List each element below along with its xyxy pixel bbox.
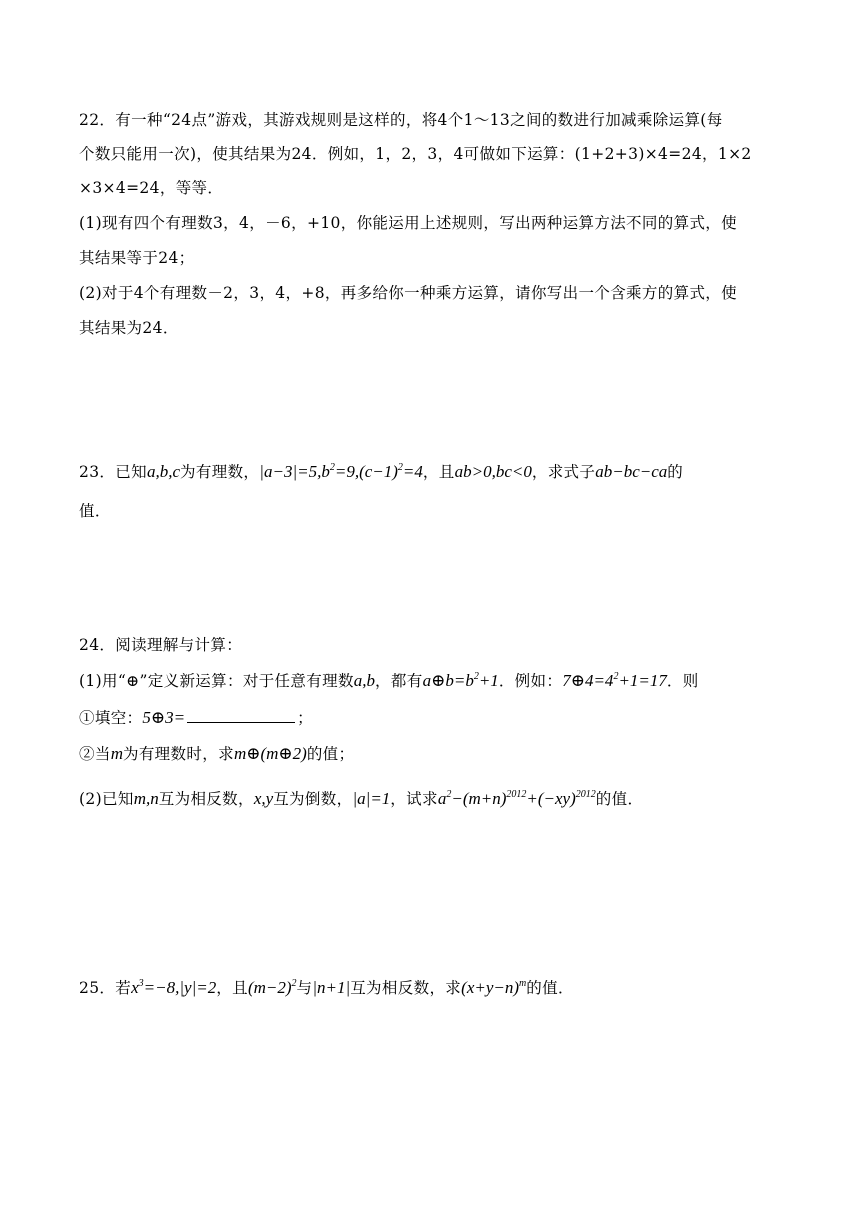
q22-part2-line-1: (2)对于4个有理数－2，3，4，+8，再多给你一种乘方运算，请你写出一个含乘方的算式，使 bbox=[79, 284, 738, 302]
q22-part2-line-2: 其结果为24． bbox=[79, 319, 179, 337]
q23-vars: a,b,c bbox=[146, 462, 181, 481]
q25-line: 25．若$x^3=-8,|y|=2$，且$(m-2)^2$与|n+1|互为相反数，求$(x+y-n)^m$的值． bbox=[79, 978, 574, 997]
q25-cond-1: $x^3=-8,|y|=2$ bbox=[131, 978, 217, 997]
q22-line-1: 22．有一种“24点”游戏，其游戏规则是这样的，将4个1～13之间的数进行加减乘除运算(每 bbox=[79, 111, 723, 129]
q22-line-2: 个数只能用一次)，使其结果为24．例如，1，2，3，4可做如下运算：(1+2+3)×4=24，1×2 bbox=[79, 145, 752, 163]
q23-text-2: ，且 bbox=[422, 463, 455, 481]
q24-example: $7\oplus 4=4^2+1=17$ bbox=[562, 671, 667, 690]
q24-expression: $a^2-(m+n)^{2012}+(-xy)^{2012}$ bbox=[437, 789, 596, 808]
q24-part2-line: (2)已知m,n互为相反数，x,y互为倒数，|a|=1，试求$a^2-(m+n)^{2012}+(-xy)^{2012}$的值． bbox=[79, 789, 644, 808]
q23-text-4: 的 bbox=[667, 463, 684, 481]
q24-part1-line: (1)用“⊕”定义新运算：对于任意有理数a,b，都有$a\oplus b=b^2+1$．例如：$7\oplus 4=4^2+1=17$．则 bbox=[79, 671, 699, 690]
q23-line-2: 值． bbox=[79, 502, 111, 520]
q24-item2-line: ②当m为有理数时，求m⊕(m⊕2)的值； bbox=[79, 744, 355, 763]
q24-fill-line: ①填空：5⊕3= ； bbox=[79, 708, 313, 727]
answer-blank[interactable] bbox=[187, 708, 295, 723]
q22-part1-line-2: 其结果等于24； bbox=[79, 249, 195, 267]
q23-prefix: 23．已知 bbox=[79, 463, 147, 481]
q23-expression: ab−bc−ca bbox=[595, 462, 668, 481]
q22-line-3: ×3×4=24，等等． bbox=[79, 179, 224, 197]
q23-cond-1: $|a-3|=5,b^2=9,(c-1)^2=4$ bbox=[259, 462, 423, 481]
q24-title: 24．阅读理解与计算： bbox=[79, 636, 243, 654]
q22-part1-line-1: (1)现有四个有理数3，4，－6，+10，你能运用上述规则，写出两种运算方法不同的算式，使 bbox=[79, 214, 738, 232]
q23-text-3: ，求式子 bbox=[531, 463, 596, 481]
q23-line-1 bbox=[79, 461, 683, 483]
q24-definition: $a\oplus b=b^2+1$ bbox=[422, 671, 499, 690]
q23-cond-2: ab>0,bc<0 bbox=[454, 462, 532, 481]
q23-text-1: 为有理数， bbox=[180, 463, 260, 481]
